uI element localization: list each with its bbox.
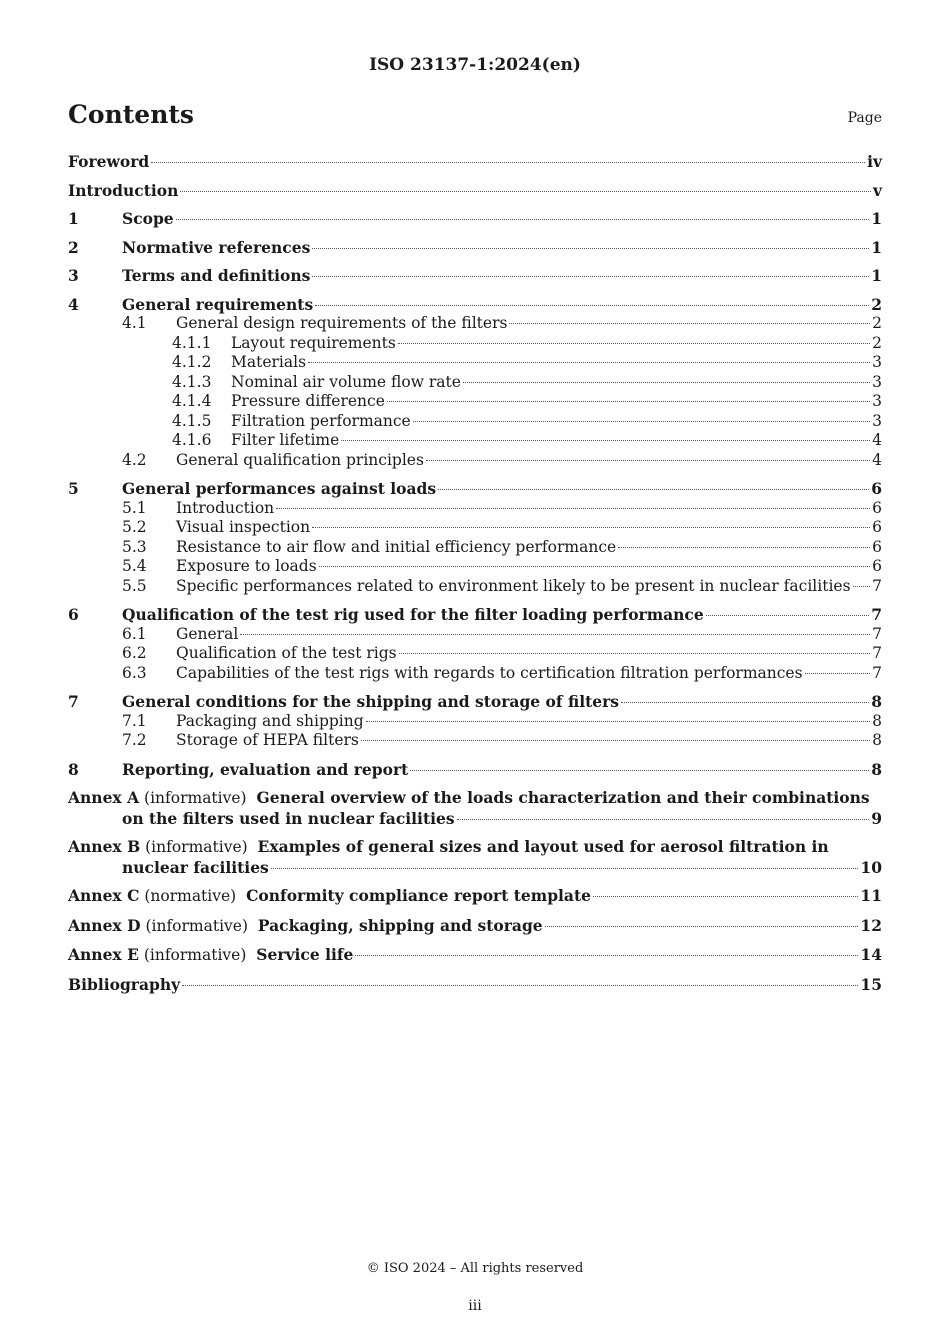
annex-label: Annex C xyxy=(68,886,140,905)
toc-entry[interactable] xyxy=(68,373,882,393)
entry-title: Pressure difference xyxy=(231,392,385,410)
section-number: 4.1.4 xyxy=(172,392,212,410)
section-number: 4.1.3 xyxy=(172,372,212,391)
leader-dots xyxy=(426,460,870,461)
annex-type: (informative) xyxy=(145,916,249,935)
page-number: 6 xyxy=(871,479,882,498)
toc-entry-annex-e[interactable] xyxy=(68,945,882,966)
page-number: 7 xyxy=(872,644,882,662)
section-number: 2 xyxy=(68,237,79,257)
annex-label: Annex D xyxy=(68,915,141,935)
toc-entry[interactable] xyxy=(68,692,882,712)
entry-title: Filtration performance xyxy=(231,411,411,430)
toc-entry[interactable] xyxy=(68,431,882,451)
leader-dots xyxy=(315,305,869,306)
entry-title: Visual inspection xyxy=(176,518,311,536)
page-number: 3 xyxy=(872,353,882,371)
section-number: 7.2 xyxy=(122,731,147,749)
page-number: 6 xyxy=(872,498,882,517)
section-number: 4 xyxy=(68,294,79,314)
entry-title: Exposure to loads xyxy=(176,557,317,575)
annex-label: Annex E xyxy=(68,945,139,964)
toc-entry[interactable] xyxy=(68,392,882,412)
annex-type: (normative) xyxy=(144,887,237,905)
entry-title: Bibliography xyxy=(68,974,181,994)
toc-entry[interactable] xyxy=(68,334,882,354)
toc-entry[interactable] xyxy=(68,605,882,625)
leader-dots xyxy=(151,162,865,163)
toc-entry[interactable] xyxy=(68,238,882,258)
page-number: 7 xyxy=(872,663,882,682)
toc-entry[interactable] xyxy=(68,712,882,732)
entry-title: Capabilities of the test rigs with regards to certification filtration performances xyxy=(176,663,803,682)
annex-title-line1: General overview of the loads characterization and their combinations xyxy=(256,788,870,807)
page-number: v xyxy=(872,180,882,200)
document-header: ISO 23137-1:2024(en) xyxy=(369,55,581,75)
entry-title: Resistance to air flow and initial efficiency performance xyxy=(176,537,617,556)
page-number: 1 xyxy=(871,209,882,228)
leader-dots xyxy=(361,740,870,741)
page-number: 14 xyxy=(860,945,882,964)
leader-dots xyxy=(180,191,871,192)
page-number: 3 xyxy=(872,411,882,430)
entry-title: Storage of HEPA filters xyxy=(176,731,359,749)
leader-dots xyxy=(312,527,870,528)
leader-dots xyxy=(438,489,869,490)
entry-title: Terms and definitions xyxy=(122,266,311,285)
annex-type: (informative) xyxy=(143,946,247,964)
section-number: 6.3 xyxy=(122,663,147,682)
toc-entry[interactable] xyxy=(68,295,882,315)
section-number: 5.4 xyxy=(122,557,147,575)
page-number: 3 xyxy=(872,372,882,391)
entry-title: Specific performances related to environment likely to be present in nuclear facilities xyxy=(176,576,851,595)
leader-dots xyxy=(805,673,871,674)
toc-entry[interactable] xyxy=(68,266,882,286)
entry-title: Normative references xyxy=(122,237,311,257)
section-number: 4.2 xyxy=(122,450,147,469)
leader-dots xyxy=(387,401,870,402)
section-number: 4.1.1 xyxy=(172,333,212,352)
toc-entry[interactable] xyxy=(68,499,882,519)
entry-title: Nominal air volume flow rate xyxy=(231,372,461,391)
leader-dots xyxy=(457,819,870,820)
toc-entry[interactable] xyxy=(68,664,882,684)
leader-dots xyxy=(398,343,870,344)
entry-title: General qualification principles xyxy=(176,450,424,469)
entry-title: Materials xyxy=(231,353,307,371)
leader-dots xyxy=(176,219,870,220)
toc-entry[interactable] xyxy=(68,353,882,373)
toc-entry-annex-a[interactable] xyxy=(68,788,882,828)
section-number: 4.1.2 xyxy=(172,353,212,371)
page-number: 9 xyxy=(871,808,882,828)
page-number: 11 xyxy=(860,886,882,905)
page-title: Contents xyxy=(68,100,195,129)
leader-dots xyxy=(410,770,869,771)
section-number: 4.1.6 xyxy=(172,431,212,449)
leader-dots xyxy=(621,702,869,703)
leader-dots xyxy=(271,868,859,869)
annex-title: Service life xyxy=(256,945,354,964)
leader-dots xyxy=(413,421,870,422)
toc-entry[interactable] xyxy=(68,518,882,538)
page-number: 8 xyxy=(871,759,882,779)
entry-title: Scope xyxy=(122,209,174,228)
leader-dots xyxy=(319,566,870,567)
page-number: 4 xyxy=(872,450,882,469)
annex-title: Packaging, shipping and storage xyxy=(257,915,543,935)
leader-dots xyxy=(240,634,870,635)
section-number: 4.1.5 xyxy=(172,411,212,430)
section-number: 3 xyxy=(68,266,79,285)
annex-title-line2: on the filters used in nuclear facilities xyxy=(122,808,455,828)
annex-label: Annex B xyxy=(68,837,141,856)
toc-entry-annex-b[interactable] xyxy=(68,837,882,877)
page-number: 6 xyxy=(872,557,882,575)
toc-entry[interactable] xyxy=(68,152,882,172)
leader-dots xyxy=(308,362,870,363)
leader-dots xyxy=(366,721,870,722)
section-number: 8 xyxy=(68,759,79,779)
toc-entry[interactable] xyxy=(68,557,882,577)
leader-dots xyxy=(509,323,870,324)
page-number: 2 xyxy=(871,294,882,314)
leader-dots xyxy=(355,955,858,956)
toc-entry-annex-d[interactable] xyxy=(68,916,882,937)
entry-title: Foreword xyxy=(68,152,150,171)
toc-entry[interactable] xyxy=(68,577,882,597)
page-number: 7 xyxy=(871,605,882,624)
leader-dots xyxy=(312,276,869,277)
entry-title: General performances against loads xyxy=(122,479,437,498)
page-number: 6 xyxy=(872,518,882,536)
page-number: 7 xyxy=(872,624,882,643)
entry-title: Filter lifetime xyxy=(231,431,340,449)
leader-dots xyxy=(706,615,869,616)
section-number: 6.1 xyxy=(122,624,147,643)
toc-entry[interactable] xyxy=(68,760,882,780)
entry-title: Reporting, evaluation and report xyxy=(122,759,409,779)
toc-entry[interactable] xyxy=(68,209,882,229)
section-number: 7.1 xyxy=(122,711,147,730)
entry-title: Introduction xyxy=(176,498,275,517)
section-number: 6 xyxy=(68,605,79,624)
leader-dots xyxy=(182,985,858,986)
entry-title: Qualification of the test rigs xyxy=(176,644,397,662)
copyright-footer: © ISO 2024 – All rights reserved xyxy=(366,1261,584,1276)
leader-dots xyxy=(341,440,870,441)
toc-main-entries xyxy=(68,152,882,779)
page-number: 12 xyxy=(860,915,882,935)
annex-title-line1: Examples of general sizes and layout used for aerosol filtration in xyxy=(257,837,829,856)
annex-title-line2: nuclear facilities xyxy=(122,857,269,877)
leader-dots xyxy=(463,382,870,383)
section-number: 1 xyxy=(68,209,79,228)
section-number: 5.1 xyxy=(122,498,147,517)
entry-title: Layout requirements xyxy=(231,333,396,352)
section-number: 5.3 xyxy=(122,537,147,556)
toc-entry-annex-c[interactable] xyxy=(68,886,882,907)
entry-title: Qualification of the test rig used for the filter loading performance xyxy=(122,605,704,624)
page-number: 8 xyxy=(872,731,882,749)
page-number: 15 xyxy=(860,974,882,994)
toc-entry[interactable] xyxy=(68,451,882,471)
toc-entry[interactable] xyxy=(68,538,882,558)
annex-title: Conformity compliance report template xyxy=(246,886,591,905)
toc-entry[interactable] xyxy=(68,314,882,334)
toc-entry[interactable] xyxy=(68,181,882,201)
annex-label: Annex A xyxy=(68,788,140,807)
table-of-contents xyxy=(68,152,882,994)
leader-dots xyxy=(276,508,870,509)
page-number: 3 xyxy=(872,392,882,410)
entry-title: Introduction xyxy=(68,180,179,200)
entry-title: General design requirements of the filters xyxy=(176,314,508,332)
page-number: 4 xyxy=(872,431,882,449)
leader-dots xyxy=(312,248,869,249)
entry-title: General conditions for the shipping and storage of filters xyxy=(122,692,620,711)
section-number: 7 xyxy=(68,692,79,711)
entry-title: Packaging and shipping xyxy=(176,711,364,730)
page-number-footer: iii xyxy=(468,1298,482,1314)
page-number: 8 xyxy=(872,711,882,730)
toc-entry[interactable] xyxy=(68,731,882,751)
entry-title: General requirements xyxy=(122,294,314,314)
toc-entry-bibliography[interactable] xyxy=(68,975,882,995)
page-number: 6 xyxy=(872,537,882,556)
page-number: iv xyxy=(867,152,882,171)
leader-dots xyxy=(545,926,859,927)
toc-entry[interactable] xyxy=(68,644,882,664)
leader-dots xyxy=(399,653,871,654)
toc-entry[interactable] xyxy=(68,412,882,432)
page-column-label: Page xyxy=(847,110,882,126)
section-number: 5.5 xyxy=(122,576,147,595)
page-number: 2 xyxy=(872,333,882,352)
section-number: 6.2 xyxy=(122,644,147,662)
toc-entry[interactable] xyxy=(68,625,882,645)
page-number: 1 xyxy=(871,237,882,257)
section-number: 5.2 xyxy=(122,518,147,536)
page-number: 1 xyxy=(871,266,882,285)
leader-dots xyxy=(618,547,870,548)
section-number: 4.1 xyxy=(122,314,147,332)
annex-type: (informative) xyxy=(145,838,248,856)
annex-type: (informative) xyxy=(144,789,247,807)
page-number: 7 xyxy=(872,576,882,595)
toc-entry[interactable] xyxy=(68,479,882,499)
section-number: 5 xyxy=(68,479,79,498)
leader-dots xyxy=(593,896,858,897)
page-number: 2 xyxy=(872,314,882,332)
page-number: 10 xyxy=(860,857,882,877)
page-number: 8 xyxy=(871,692,882,711)
leader-dots xyxy=(853,586,871,587)
entry-title: General xyxy=(176,624,239,643)
